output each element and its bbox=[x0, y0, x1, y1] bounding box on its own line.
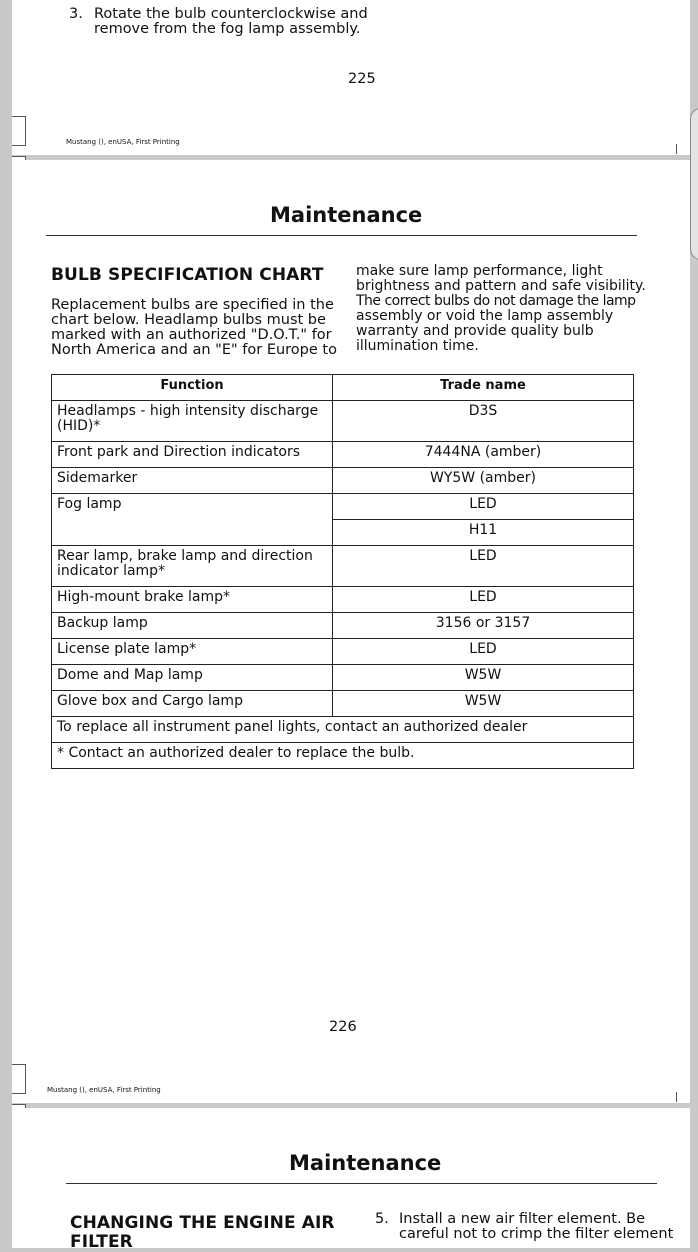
function-cell: Front park and Direction indicators bbox=[52, 442, 333, 468]
table-row bbox=[52, 442, 634, 468]
function-cell: License plate lamp* bbox=[52, 639, 333, 665]
crop-mark bbox=[12, 1064, 26, 1094]
page-footer: Mustang (), enUSA, First Printing bbox=[47, 1086, 161, 1094]
step-text-line-2: remove from the fog lamp assembly. bbox=[94, 21, 361, 37]
trade-name-cell: LED bbox=[333, 546, 634, 587]
page-227 bbox=[12, 1108, 690, 1252]
table-row bbox=[52, 401, 634, 442]
trade-name-cell: D3S bbox=[333, 401, 634, 442]
table-note-row bbox=[52, 717, 634, 743]
intro-left-line-1: Replacement bulbs are specified in the bbox=[51, 297, 334, 313]
function-cell: Headlamps - high intensity discharge (HID)* bbox=[52, 401, 333, 442]
page-225 bbox=[12, 0, 690, 155]
crop-mark bbox=[676, 1092, 677, 1102]
table-row bbox=[52, 494, 634, 520]
trade-name-cell: LED bbox=[333, 639, 634, 665]
page-footer: Mustang (), enUSA, First Printing bbox=[66, 138, 180, 146]
table-row bbox=[52, 665, 634, 691]
function-cell: High-mount brake lamp* bbox=[52, 587, 333, 613]
table-row bbox=[52, 546, 634, 587]
crop-mark bbox=[12, 116, 26, 146]
page-number: 226 bbox=[329, 1019, 357, 1035]
function-cell: Fog lamp bbox=[52, 494, 333, 546]
column-header-trade-name: Trade name bbox=[333, 375, 634, 401]
intro-left-line-4: North America and an "E" for Europe to bbox=[51, 342, 337, 358]
intro-right-line-6: illumination time. bbox=[356, 338, 479, 354]
trade-name-cell: 3156 or 3157 bbox=[333, 613, 634, 639]
trade-name-cell: LED bbox=[333, 587, 634, 613]
table-header-row bbox=[52, 375, 634, 401]
crop-mark bbox=[676, 144, 677, 154]
intro-right-line-1: make sure lamp performance, light bbox=[356, 263, 603, 279]
section-title-line-2: FILTER bbox=[70, 1232, 133, 1252]
step-text-line-1: Install a new air filter element. Be bbox=[399, 1211, 646, 1227]
intro-right-line-2: brightness and pattern and safe visibility. bbox=[356, 278, 646, 294]
intro-right-line-4: assembly or void the lamp assembly bbox=[356, 308, 614, 324]
table-row bbox=[52, 639, 634, 665]
table-row bbox=[52, 691, 634, 717]
table-note: To replace all instrument panel lights, contact an authorized dealer bbox=[52, 717, 634, 743]
table-row bbox=[52, 613, 634, 639]
function-cell: Glove box and Cargo lamp bbox=[52, 691, 333, 717]
function-cell: Rear lamp, brake lamp and direction indicator lamp* bbox=[52, 546, 333, 587]
intro-right-line-5: warranty and provide quality bulb bbox=[356, 323, 594, 339]
table-row bbox=[52, 468, 634, 494]
header-rule bbox=[66, 1183, 657, 1184]
scroll-edge bbox=[690, 108, 698, 260]
trade-name-cell: WY5W (amber) bbox=[333, 468, 634, 494]
header-rule bbox=[46, 235, 637, 236]
section-title: BULB SPECIFICATION CHART bbox=[51, 265, 324, 285]
page-header: Maintenance bbox=[270, 203, 423, 227]
table-note-row bbox=[52, 743, 634, 769]
bulb-spec-table bbox=[51, 374, 634, 769]
column-header-function: Function bbox=[52, 375, 333, 401]
step-text-line-2: careful not to crimp the filter element bbox=[399, 1226, 674, 1242]
trade-name-cell: LED bbox=[333, 494, 634, 520]
step-number: 3. bbox=[69, 6, 83, 22]
table-footnote: * Contact an authorized dealer to replace the bulb. bbox=[52, 743, 634, 769]
function-cell: Backup lamp bbox=[52, 613, 333, 639]
trade-name-cell: W5W bbox=[333, 665, 634, 691]
page-header: Maintenance bbox=[289, 1151, 442, 1175]
step-number: 5. bbox=[375, 1211, 389, 1227]
section-title: CHANGING THE ENGINE AIR bbox=[70, 1213, 335, 1233]
page-number: 225 bbox=[348, 71, 376, 87]
trade-name-cell: H11 bbox=[333, 520, 634, 546]
intro-right-line-3: The correct bulbs do not damage the lamp bbox=[356, 293, 636, 309]
function-cell: Dome and Map lamp bbox=[52, 665, 333, 691]
trade-name-cell: W5W bbox=[333, 691, 634, 717]
function-cell: Sidemarker bbox=[52, 468, 333, 494]
table-row bbox=[52, 587, 634, 613]
intro-left-line-3: marked with an authorized "D.O.T." for bbox=[51, 327, 332, 343]
step-text-line-1: Rotate the bulb counterclockwise and bbox=[94, 6, 368, 22]
trade-name-cell: 7444NA (amber) bbox=[333, 442, 634, 468]
intro-left-line-2: chart below. Headlamp bulbs must be bbox=[51, 312, 326, 328]
